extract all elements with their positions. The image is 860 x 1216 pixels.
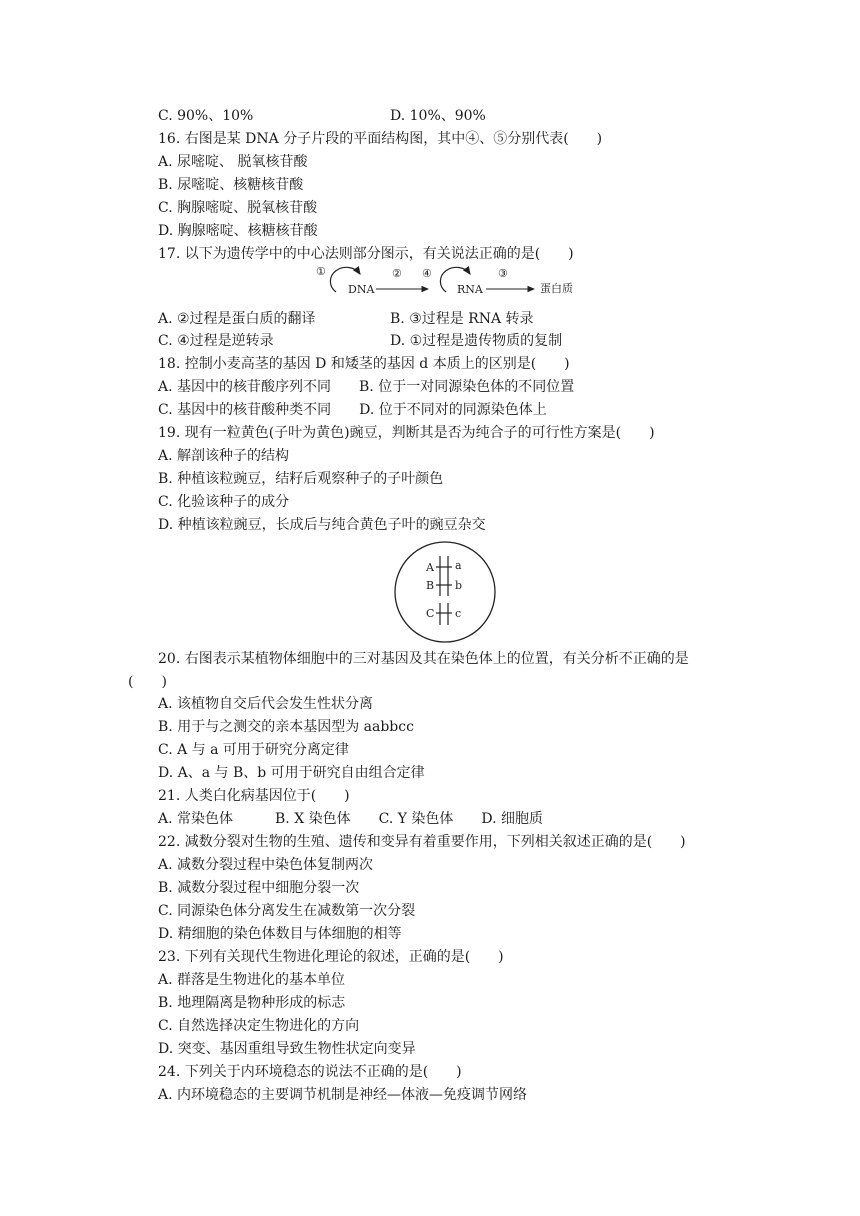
q21-options: A. 常染色体 B. X 染色体 C. Y 染色体 D. 细胞质 <box>158 811 544 827</box>
q22-stem: 22. 减数分裂对生物的生殖、遗传和变异有着重要作用，下列相关叙述正确的是( ) <box>158 834 686 850</box>
q17-option-c: C. ④过程是逆转录 <box>158 333 274 349</box>
q22-option-c: C. 同源染色体分离发生在减数第一次分裂 <box>158 903 416 919</box>
q16-stem: 16. 右图是某 DNA 分子片段的平面结构图，其中④、⑤分别代表( ) <box>158 131 603 147</box>
central-dogma-diagram <box>312 262 612 304</box>
step-1-label: ① <box>316 265 326 278</box>
q20-option-a: A. 该植物自交后代会发生性状分离 <box>158 696 374 712</box>
gene-c-label: c <box>455 607 462 620</box>
q19-stem: 19. 现有一粒黄色(子叶为黄色)豌豆，判断其是否为纯合子的可行性方案是( ) <box>158 425 655 441</box>
q17-option-d: D. ①过程是遗传物质的复制 <box>390 333 563 349</box>
gene-C-label: C <box>426 607 435 620</box>
dna-label: DNA <box>348 283 375 296</box>
q23-option-a: A. 群落是生物进化的基本单位 <box>158 972 346 988</box>
q16-option-c: C. 胸腺嘧啶、脱氧核苷酸 <box>158 200 318 216</box>
q18-stem: 18. 控制小麦高茎的基因 D 和矮茎的基因 d 本质上的区别是( ) <box>158 356 570 372</box>
cell-chromosome-diagram <box>393 540 497 644</box>
gene-A-label: A <box>426 561 434 574</box>
q24-option-a: A. 内环境稳态的主要调节机制是神经—体液—免疫调节网络 <box>158 1087 528 1103</box>
q22-option-d: D. 精细胞的染色体数目与体细胞的相等 <box>158 926 402 942</box>
q16-option-a: A. 尿嘧啶、 脱氧核苷酸 <box>158 154 308 170</box>
step-2-label: ② <box>392 267 402 280</box>
q21-stem: 21. 人类白化病基因位于( ) <box>158 788 350 804</box>
protein-label: 蛋白质 <box>540 282 573 295</box>
q15-option-d: D. 10%、90% <box>390 108 486 124</box>
q20-option-b: B. 用于与之测交的亲本基因型为 aabbcc <box>158 719 414 735</box>
q22-option-a: A. 减数分裂过程中染色体复制两次 <box>158 857 374 873</box>
q23-stem: 23. 下列有关现代生物进化理论的叙述，正确的是( ) <box>158 949 504 965</box>
q22-option-b: B. 减数分裂过程中细胞分裂一次 <box>158 880 360 896</box>
q20-option-d: D. A、a 与 B、b 可用于研究自由组合定律 <box>158 765 425 781</box>
q23-option-b: B. 地理隔离是物种形成的标志 <box>158 995 346 1011</box>
q19-option-d: D. 种植该粒豌豆，长成后与纯合黄色子叶的豌豆杂交 <box>158 517 486 533</box>
step-4-label: ④ <box>422 267 432 280</box>
q18-options-cd: C. 基因中的核苷酸种类不同 D. 位于不同对的同源染色体上 <box>158 402 547 418</box>
gene-a-label: a <box>455 559 462 572</box>
gene-B-label: B <box>426 579 435 592</box>
q19-option-a: A. 解剖该种子的结构 <box>158 448 290 464</box>
q20-stem-bracket: ( ) <box>128 674 167 690</box>
q16-option-b: B. 尿嘧啶、核糖核苷酸 <box>158 177 304 193</box>
q24-stem: 24. 下列关于内环境稳态的说法不正确的是( ) <box>158 1064 462 1080</box>
q18-options-ab: A. 基因中的核苷酸序列不同 B. 位于一对同源染色体的不同位置 <box>158 379 575 395</box>
q15-option-c: C. 90%、10% <box>158 108 254 124</box>
rna-label: RNA <box>457 283 483 296</box>
q19-option-b: B. 种植该粒豌豆，结籽后观察种子的子叶颜色 <box>158 471 444 487</box>
q20-stem: 20. 右图表示某植物体细胞中的三对基因及其在染色体上的位置，有关分析不正确的是 <box>158 651 689 667</box>
cell-outline <box>395 542 495 642</box>
gene-b-label: b <box>455 579 463 592</box>
q23-option-d: D. 突变、基因重组导致生物性状定向变异 <box>158 1041 416 1057</box>
q17-option-a: A. ②过程是蛋白质的翻译 <box>158 311 316 327</box>
q17-option-b: B. ③过程是 RNA 转录 <box>390 311 534 327</box>
q19-option-c: C. 化验该种子的成分 <box>158 494 290 510</box>
q17-stem: 17. 以下为遗传学中的中心法则部分图示，有关说法正确的是( ) <box>158 246 574 262</box>
q16-option-d: D. 胸腺嘧啶、核糖核苷酸 <box>158 223 318 239</box>
q23-option-c: C. 自然选择决定生物进化的方向 <box>158 1018 360 1034</box>
q20-option-c: C. A 与 a 可用于研究分离定律 <box>158 742 349 758</box>
step-3-label: ③ <box>498 267 508 280</box>
